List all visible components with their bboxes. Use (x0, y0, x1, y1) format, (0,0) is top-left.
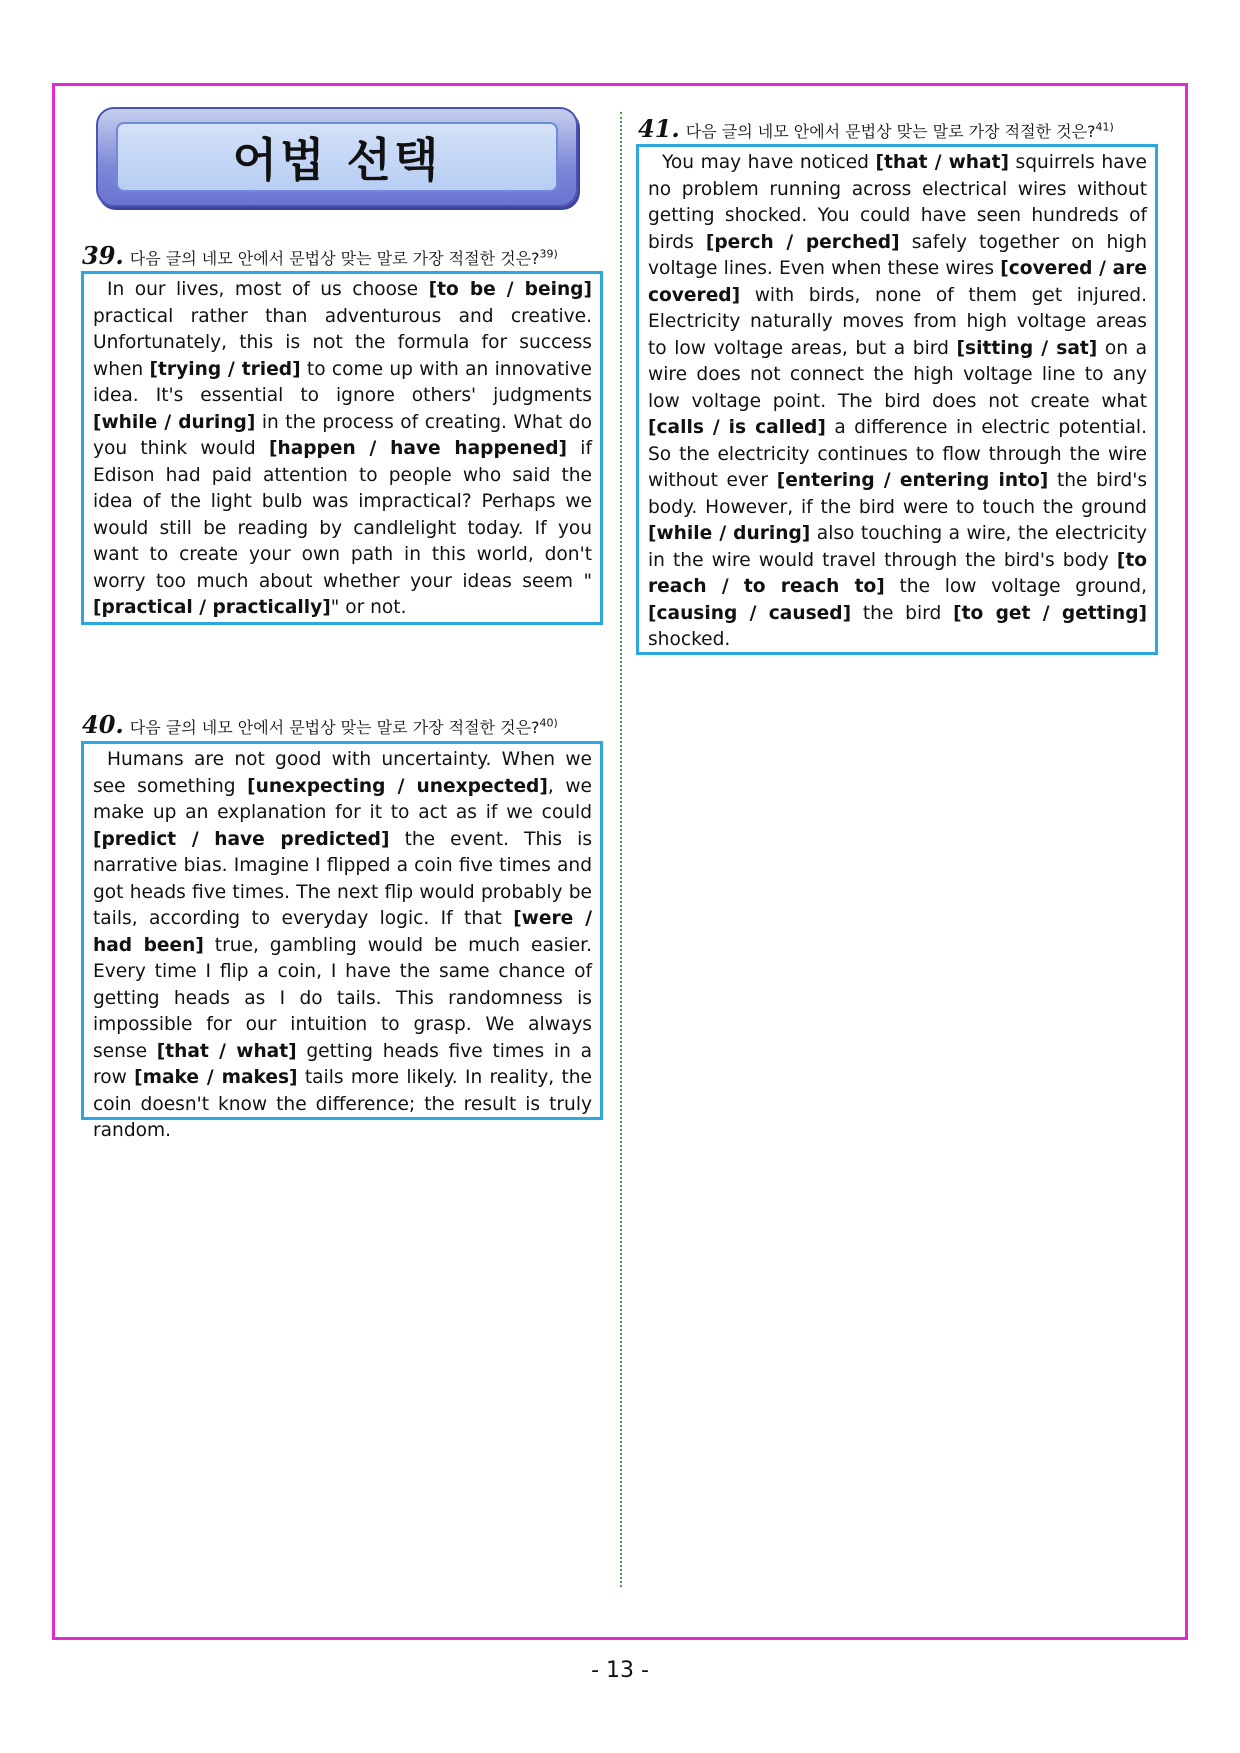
passage-text: squirrels have no problem running across electrical wires without getting shocked. You could have seen hundreds of birds (648, 152, 1147, 253)
passage-text: also touching a wire, the electricity in the wire would travel through the bird's body (648, 523, 1147, 571)
answer-choice: [to reach / to reach to] (648, 549, 1147, 597)
passage-text: true, gambling would be much easier. Every time I flip a coin, I have the same chance of getting heads as I do tails. This randomness is impossible for our intuition to grasp. We always sense (93, 934, 592, 1062)
passage-text: You may have noticed (662, 152, 876, 173)
column-divider (620, 112, 622, 1587)
page-number: - 13 - (591, 1658, 649, 1683)
question-number: 41. (638, 114, 680, 143)
answer-choice: [trying / tried] (149, 358, 301, 380)
question-40-heading (82, 710, 558, 739)
answer-choice: [predict / have predicted] (93, 828, 390, 850)
answer-choice: [were / had been] (93, 908, 592, 956)
passage-text: Humans are not good with uncertainty. When we see something (93, 749, 592, 797)
section-title-banner (96, 107, 578, 207)
passage-text: the low voltage ground, (884, 576, 1148, 597)
question-number: 40. (82, 710, 124, 739)
answer-choice: [while / during] (93, 411, 256, 433)
passage-text: tails more likely. In reality, the coin doesn't know the difference; the result is truly random. (93, 1067, 592, 1141)
question-40-passage (81, 741, 603, 1141)
answer-choice: [to be / being] (428, 279, 592, 300)
passage-text: In our lives, most of us choose (107, 279, 429, 300)
question-41-heading (638, 114, 1114, 143)
passage-text: on a wire does not connect the high voltage line to any low voltage point. The bird does not create what (648, 337, 1147, 412)
answer-choice: [that / what] (156, 1040, 297, 1062)
question-prompt: 다음 글의 네모 안에서 문법상 맞는 말로 가장 적절한 것은? (129, 249, 540, 268)
footnote-ref: 41) (1095, 120, 1114, 134)
footnote-ref: 40) (539, 716, 558, 730)
passage-text: a difference in electric potential. So the electricity continues to flow through the wire without ever (648, 417, 1147, 491)
question-prompt: 다음 글의 네모 안에서 문법상 맞는 말로 가장 적절한 것은? (685, 122, 1096, 141)
answer-choice: [happen / have happened] (268, 438, 568, 459)
footnote-ref: 39) (539, 247, 558, 261)
answer-choice: [practical / practically] (93, 597, 331, 618)
passage-text: with birds, none of them get injured. Electricity naturally moves from high voltage areas to low voltage areas, but a bird (648, 284, 1147, 359)
answer-choice: [causing / caused] (648, 602, 852, 624)
question-41-passage (636, 144, 1158, 655)
passage-text: , we make up an explanation for it to act as if we could (93, 775, 592, 823)
passage-text: shocked. (648, 629, 731, 650)
answer-choice: [while / during] (648, 523, 811, 544)
answer-choice: [perch / perched] (705, 231, 900, 253)
answer-choice: [sitting / sat] (956, 337, 1098, 359)
passage-text: if Edison had paid attention to people who said the idea of the light bulb was impractical? Perhaps we would still be reading by candlelight today. If you want to create your own path in this world, don't worry too much about whether your ideas seem " (93, 438, 592, 592)
answer-choice: [to get / getting] (953, 602, 1148, 624)
answer-choice: [covered / are covered] (648, 258, 1147, 306)
passage-text: to come up with an innovative idea. It's essential to ignore others' judgments (93, 358, 592, 406)
passage-text: the bird (851, 602, 954, 624)
question-39-passage (81, 271, 603, 625)
section-title: 어법 선택 (232, 133, 442, 187)
answer-choice: [make / makes] (134, 1067, 298, 1088)
passage-text: practical rather than adventurous and creative. Unfortunately, this is not the formula for success when (93, 305, 592, 380)
answer-choice: [entering / entering into] (776, 470, 1049, 491)
section-title-inner (116, 122, 558, 192)
passage-text: the event. This is narrative bias. Imagine I flipped a coin five times and got heads five times. The next flip would probably be tails, according to everyday logic. If that (93, 828, 593, 929)
passage-text: in the process of creating. What do you think would (93, 411, 592, 459)
question-number: 39. (82, 241, 124, 270)
answer-choice: [unexpecting / unexpected] (247, 775, 548, 797)
passage-text: safely together on high voltage lines. Even when these wires (648, 231, 1147, 279)
passage-text: " or not. (330, 597, 407, 618)
question-39-heading (82, 241, 558, 270)
passage-text: getting heads five times in a row (93, 1040, 592, 1088)
answer-choice: [calls / is called] (648, 417, 826, 438)
answer-choice: [that / what] (875, 152, 1009, 173)
passage-text: the bird's body. However, if the bird were to touch the ground (648, 470, 1148, 518)
question-prompt: 다음 글의 네모 안에서 문법상 맞는 말로 가장 적절한 것은? (129, 718, 540, 737)
